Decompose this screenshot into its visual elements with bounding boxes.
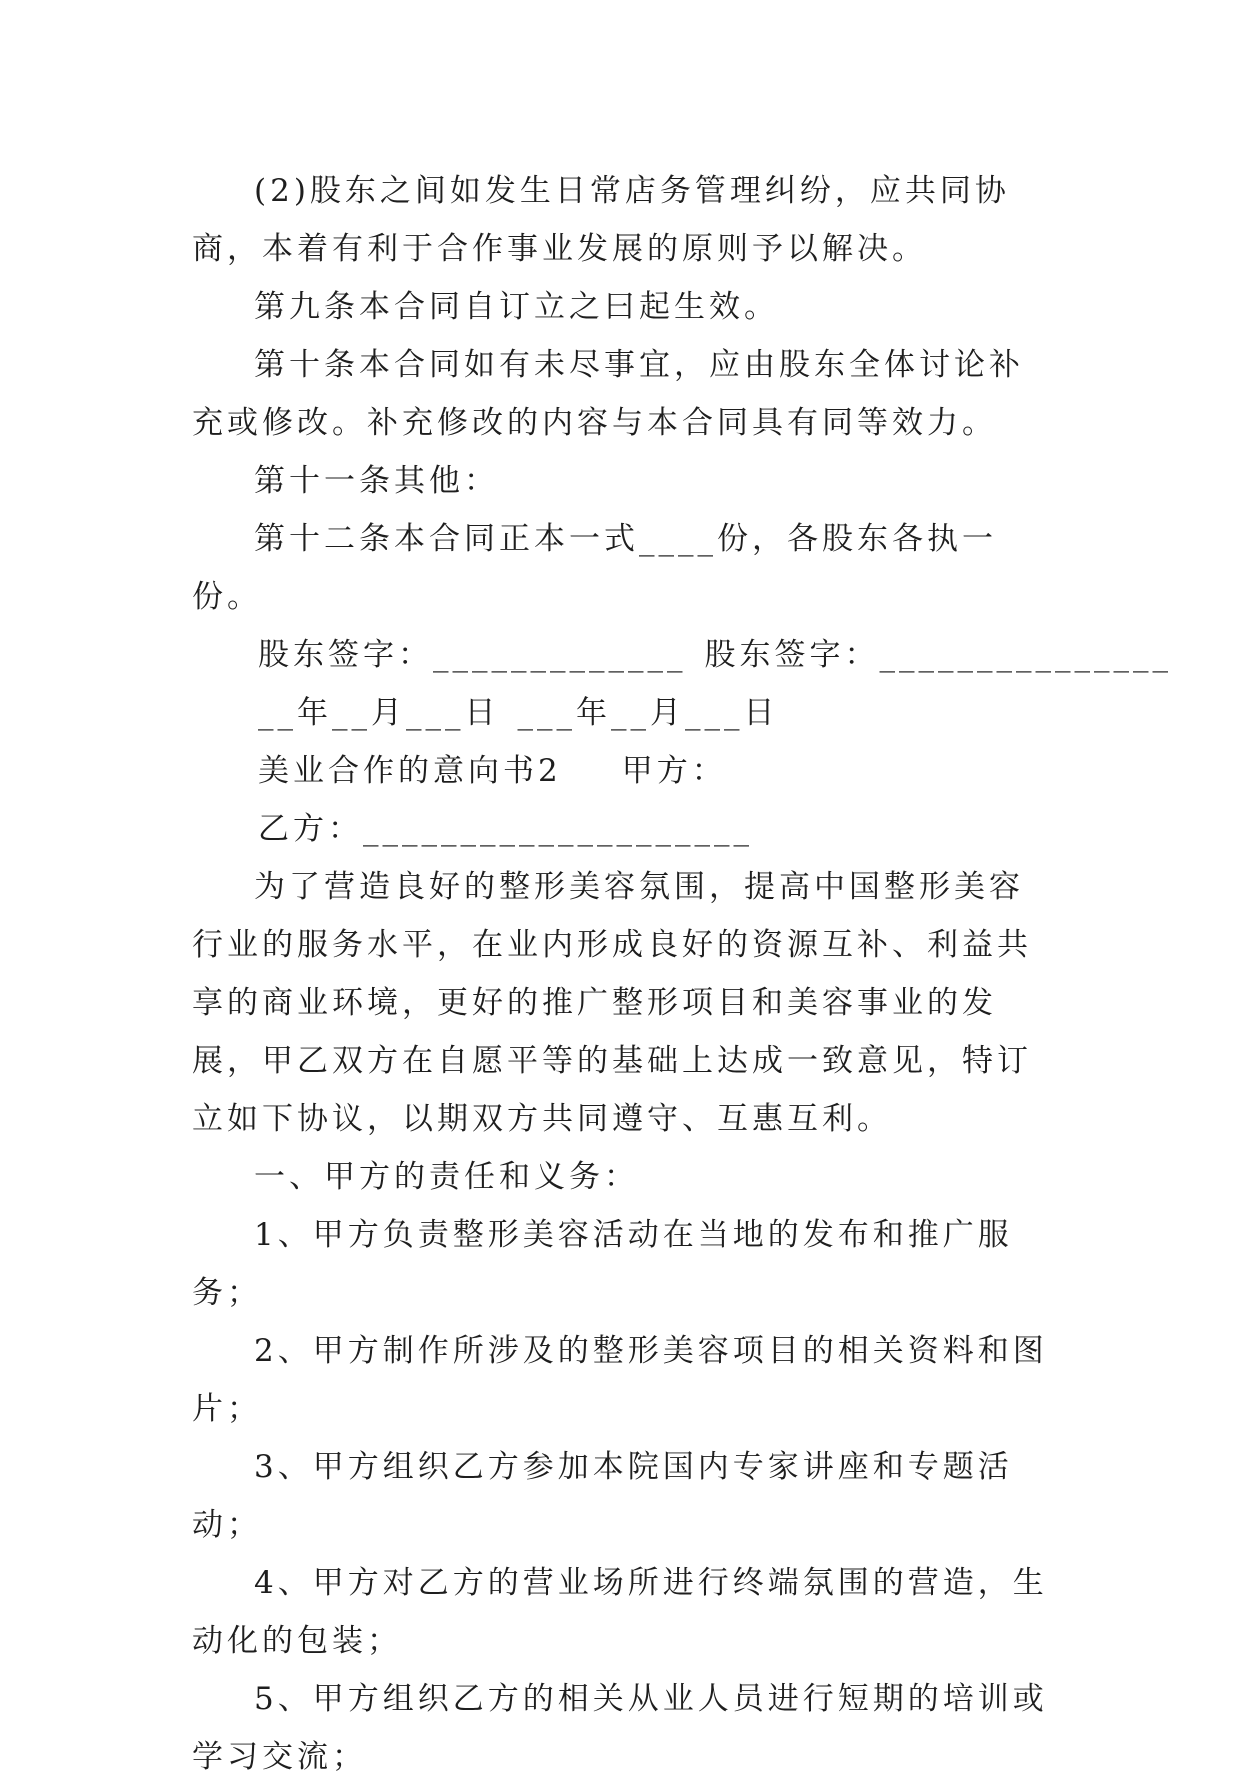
party-b-row bbox=[192, 800, 1052, 858]
signature-row bbox=[192, 626, 1172, 684]
paragraph-article-11: 第十一条其他： bbox=[254, 463, 499, 499]
signature-right: 股东签字：_______________ bbox=[704, 637, 1172, 673]
date-left: __年__月___日 bbox=[258, 695, 500, 731]
list-item: 3、甲方组织乙方参加本院国内专家讲座和专题活动； bbox=[192, 1449, 1013, 1543]
signature-left: 股东签字：_____________ bbox=[258, 637, 687, 673]
party-a-label: 甲方： bbox=[621, 753, 727, 789]
paragraph-article-10: 第十条本合同如有未尽事宜，应由股东全体讨论补充或修改。补充修改的内容与本合同具有同等效力。 bbox=[192, 347, 1024, 441]
paragraph-article-9: 第九条本合同自订立之曰起生效。 bbox=[254, 289, 779, 325]
paragraph-dispute-resolution: (2)股东之间如发生日常店务管理纠纷，应共同协商，本着有利于合作事业发展的原则予以解决。 bbox=[192, 173, 1010, 267]
date-right: ___年__月___日 bbox=[517, 695, 779, 731]
paragraph-article-12: 第十二条本合同正本一式____份，各股东各执一份。 bbox=[192, 521, 997, 615]
section-title: 美业合作的意向书2 bbox=[258, 753, 562, 789]
date-row bbox=[192, 684, 1052, 742]
paragraph-purpose: 为了营造良好的整形美容氛围，提高中国整形美容行业的服务水平，在业内形成良好的资源互补、利益共享的商业环境，更好的推广整形项目和美容事业的发展，甲乙双方在自愿平等的基础上达成一致意见，特订立如下协议，以期双方共同遵守、互惠互利。 bbox=[192, 869, 1032, 1137]
list-item: 4、甲方对乙方的营业场所进行终端氛围的营造，生动化的包装； bbox=[192, 1565, 1048, 1659]
party-b-label: 乙方：____________________ bbox=[258, 811, 753, 847]
document-body bbox=[192, 162, 1172, 1786]
list-item: 2、甲方制作所涉及的整形美容项目的相关资料和图片； bbox=[192, 1333, 1048, 1427]
list-item: 1、甲方负责整形美容活动在当地的发布和推广服务； bbox=[192, 1217, 1013, 1311]
list-item: 5、甲方组织乙方的相关从业人员进行短期的培训或学习交流； bbox=[192, 1681, 1048, 1775]
section-heading-party-a-duties: 一、甲方的责任和义务： bbox=[254, 1159, 639, 1195]
title-row bbox=[192, 742, 1052, 800]
